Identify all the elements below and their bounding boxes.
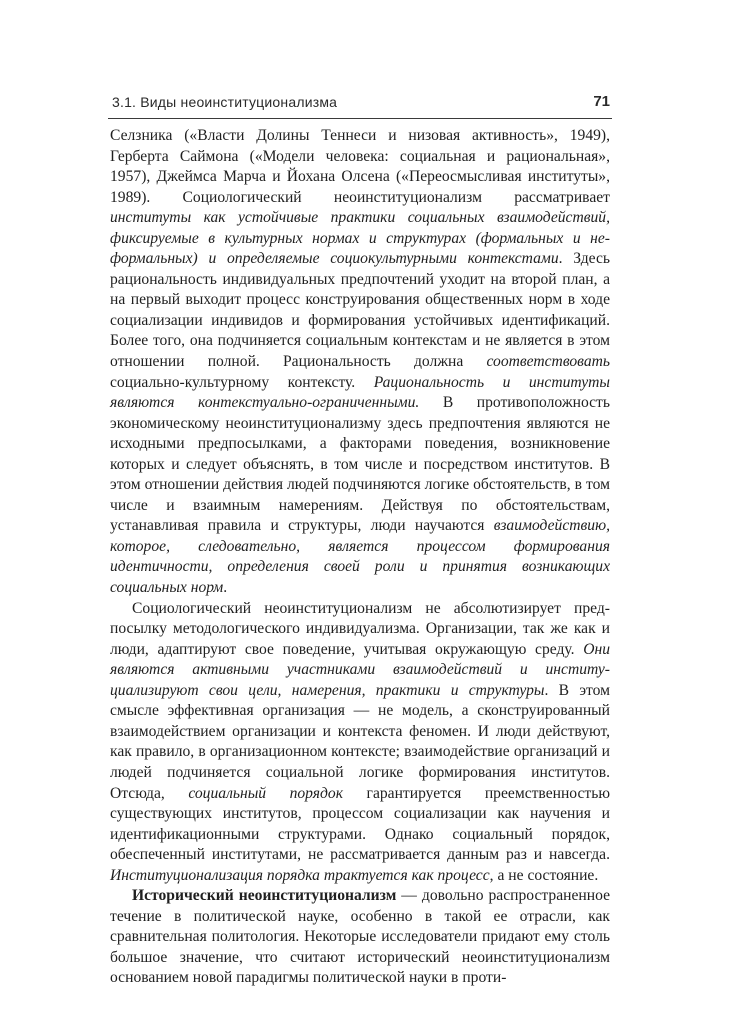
paragraph-2	[110, 599, 610, 887]
italic-run: Они являются активными участниками взаимодействий и институциализируют свои цели, намерения, практики и структуры	[110, 640, 610, 699]
text-run: . Здесь рациональность индивидуальных предпочтений уходит на второй план, а на первый выходит процесс конструирования общественных норм в ходе социализации индивидов и формирования устойчивых идентификаций. Более того, она подчиняется социальным контекстам и не является в этом отношении полной. Рациональность должна	[110, 250, 610, 371]
italic-run: Рациональность и институты являются контекстуально-ограниченными.	[110, 373, 610, 412]
page-body	[110, 126, 610, 989]
italic-run: институты как устойчивые практики социальных взаимодействий, фиксируемые в культурных нормах и структурах (формальных и неформальных) и определяемые социокультурными контекстами	[110, 209, 610, 268]
bold-term: Исторический неоинституционализм	[132, 887, 397, 905]
text-run: — довольно распространенное течение в политической науке, особенно в такой ее отрасли, как сравнительная политология. Некоторые исследователи придают ему столь большое значение, что считают исторический неоинституционализм основанием новой парадигмы политической науки в проти-	[110, 887, 610, 987]
running-title: 3.1. Виды неоинституционализма	[112, 94, 338, 110]
text-run: социально-культурному контексту.	[110, 373, 374, 391]
running-header	[108, 93, 612, 117]
italic-run: взаимодействию, которое, следовательно, является процессом формирования идентичности, определения своей роли и принятия возникающих социальных норм	[110, 517, 610, 597]
italic-run: Институционализация порядка трактуется как процесс	[110, 866, 490, 884]
header-rule	[108, 118, 612, 119]
paragraph-1	[110, 126, 610, 599]
page-number: 71	[593, 93, 610, 110]
italic-run: соответствовать	[486, 353, 610, 371]
text-run: В противоположность экономическому неоинституционализму здесь предпочтения являются не исходными предпосылками, а факторами поведения, возникновение которых и следует объяснять, в том числе и посредством институтов. В этом отношении действия людей подчиняются логике обстоятельств, в том числе и взаимным намерениям. Действуя по обстоятельствам, устанавливая правила и структуры, люди научаются	[110, 394, 610, 535]
text-run: .	[223, 579, 228, 597]
text-run: Социологический неоинституционализм не абсолютизирует предпосылку методологического индивидуализма. Организации, так же как и люди, адаптируют свое поведение, учитывая окружающую среду.	[110, 599, 610, 658]
text-run: гарантируется преемственностью существующих институтов, процессом социализации как научения и идентификационными структурами. Однако социальный порядок, обеспеченный институтами, не рассматривается данным раз и навсегда.	[110, 784, 610, 864]
italic-run: социальный порядок	[188, 784, 344, 802]
text-run: Селзника («Власти Долины Теннеси и низовая активность», 1949), Герберта Саймона («Модели человека: социальная и рациональная», 1957), Джеймса Марча и Йохана Олсена («Переосмысливая институты», 1989). Социологический неоинституционализм рассматривает	[110, 127, 610, 206]
paragraph-3	[110, 886, 610, 989]
text-run: . В этом смысле эффективная организация — не модель, а сконструированный взаимодействием организации и контекста феномен. И люди действуют, как правило, в организационном контексте; взаимодействие организаций и людей подчиняется социальной логике формирования институтов. Отсюда,	[110, 681, 610, 802]
text-run: , а не состояние.	[489, 866, 599, 884]
